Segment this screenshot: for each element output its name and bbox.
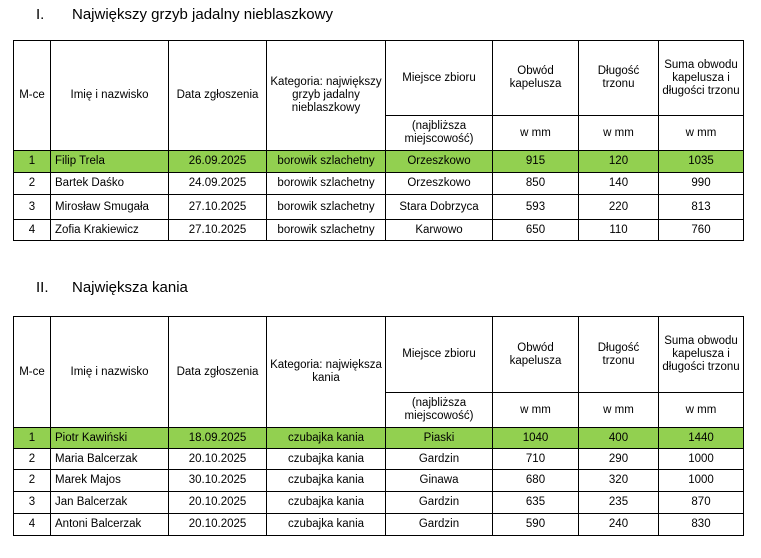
section-1-heading: Największy grzyb jadalny nieblaszkowy — [72, 6, 333, 23]
header-sum: Suma obwodu kapelusza i długości trzonu — [659, 317, 744, 393]
header-name: Imię i nazwisko — [51, 317, 169, 428]
cell-name: Mirosław Smugała — [51, 195, 169, 220]
cell-place: 4 — [14, 220, 51, 241]
cell-stem: 235 — [579, 492, 659, 514]
table-row — [14, 195, 744, 220]
header-place: M-ce — [14, 41, 51, 151]
cell-location: Gardzin — [386, 492, 493, 514]
cell-sum: 990 — [659, 173, 744, 195]
header-stem: Długość trzonu — [579, 41, 659, 116]
cell-category: borowik szlachetny — [267, 151, 386, 173]
cell-location: Piaski — [386, 428, 493, 449]
cell-date: 20.10.2025 — [169, 492, 267, 514]
cell-stem: 400 — [579, 428, 659, 449]
cell-place: 3 — [14, 492, 51, 514]
cell-category: czubajka kania — [267, 492, 386, 514]
cell-cap: 1040 — [493, 428, 579, 449]
header-cap: Obwód kapelusza — [493, 41, 579, 116]
header-sum-unit: w mm — [659, 393, 744, 428]
cell-category: czubajka kania — [267, 449, 386, 470]
header-sum: Suma obwodu kapelusza i długości trzonu — [659, 41, 744, 116]
cell-category: czubajka kania — [267, 470, 386, 492]
cell-sum: 1000 — [659, 449, 744, 470]
header-category: Kategoria: największy grzyb jadalny nieblaszkowy — [267, 41, 386, 151]
header-cap: Obwód kapelusza — [493, 317, 579, 393]
cell-place: 2 — [14, 173, 51, 195]
cell-date: 20.10.2025 — [169, 514, 267, 536]
header-sum-unit: w mm — [659, 116, 744, 151]
cell-stem: 220 — [579, 195, 659, 220]
header-category: Kategoria: największa kania — [267, 317, 386, 428]
header-location: Miejsce zbioru — [386, 317, 493, 393]
cell-date: 18.09.2025 — [169, 428, 267, 449]
header-date: Data zgłoszenia — [169, 41, 267, 151]
cell-category: czubajka kania — [267, 514, 386, 536]
table-row — [14, 470, 744, 492]
cell-stem: 290 — [579, 449, 659, 470]
cell-location: Stara Dobrzyca — [386, 195, 493, 220]
results-table-1 — [13, 40, 744, 241]
cell-name: Antoni Balcerzak — [51, 514, 169, 536]
cell-category: czubajka kania — [267, 428, 386, 449]
cell-date: 27.10.2025 — [169, 195, 267, 220]
cell-stem: 140 — [579, 173, 659, 195]
cell-name: Maria Balcerzak — [51, 449, 169, 470]
cell-sum: 1000 — [659, 470, 744, 492]
cell-name: Filip Trela — [51, 151, 169, 173]
table-header-row — [14, 41, 744, 116]
cell-cap: 590 — [493, 514, 579, 536]
cell-date: 20.10.2025 — [169, 449, 267, 470]
cell-category: borowik szlachetny — [267, 195, 386, 220]
cell-place: 1 — [14, 428, 51, 449]
table-row — [14, 151, 744, 173]
cell-sum: 870 — [659, 492, 744, 514]
cell-location: Karwowo — [386, 220, 493, 241]
cell-cap: 635 — [493, 492, 579, 514]
table-header-row — [14, 317, 744, 393]
header-name: Imię i nazwisko — [51, 41, 169, 151]
cell-sum: 830 — [659, 514, 744, 536]
cell-location: Ginawa — [386, 470, 493, 492]
cell-stem: 240 — [579, 514, 659, 536]
cell-location: Gardzin — [386, 514, 493, 536]
cell-name: Jan Balcerzak — [51, 492, 169, 514]
cell-stem: 320 — [579, 470, 659, 492]
cell-location: Gardzin — [386, 449, 493, 470]
cell-sum: 813 — [659, 195, 744, 220]
results-table-2 — [13, 316, 744, 536]
cell-name: Marek Majos — [51, 470, 169, 492]
cell-cap: 850 — [493, 173, 579, 195]
header-cap-unit: w mm — [493, 393, 579, 428]
cell-name: Bartek Daśko — [51, 173, 169, 195]
header-location: Miejsce zbioru — [386, 41, 493, 116]
section-1-title — [36, 6, 333, 23]
cell-cap: 593 — [493, 195, 579, 220]
cell-cap: 710 — [493, 449, 579, 470]
header-stem: Długość trzonu — [579, 317, 659, 393]
cell-place: 1 — [14, 151, 51, 173]
section-2-heading: Największa kania — [72, 279, 188, 296]
header-date: Data zgłoszenia — [169, 317, 267, 428]
table-row — [14, 428, 744, 449]
cell-category: borowik szlachetny — [267, 173, 386, 195]
cell-name: Piotr Kawiński — [51, 428, 169, 449]
table-row — [14, 492, 744, 514]
cell-date: 27.10.2025 — [169, 220, 267, 241]
cell-stem: 120 — [579, 151, 659, 173]
cell-cap: 650 — [493, 220, 579, 241]
section-1-number: I. — [36, 6, 45, 23]
cell-sum: 760 — [659, 220, 744, 241]
cell-date: 26.09.2025 — [169, 151, 267, 173]
header-place: M-ce — [14, 317, 51, 428]
table-row — [14, 449, 744, 470]
cell-category: borowik szlachetny — [267, 220, 386, 241]
cell-location: Orzeszkowo — [386, 173, 493, 195]
section-2-title — [36, 279, 188, 296]
cell-sum: 1035 — [659, 151, 744, 173]
header-stem-unit: w mm — [579, 393, 659, 428]
header-cap-unit: w mm — [493, 116, 579, 151]
table-row — [14, 514, 744, 536]
cell-place: 2 — [14, 470, 51, 492]
cell-cap: 680 — [493, 470, 579, 492]
cell-date: 24.09.2025 — [169, 173, 267, 195]
cell-location: Orzeszkowo — [386, 151, 493, 173]
table-row — [14, 173, 744, 195]
table-row — [14, 220, 744, 241]
header-stem-unit: w mm — [579, 116, 659, 151]
cell-place: 4 — [14, 514, 51, 536]
cell-place: 2 — [14, 449, 51, 470]
cell-date: 30.10.2025 — [169, 470, 267, 492]
header-location-sub: (najbliższa miejscowość) — [386, 393, 493, 428]
cell-place: 3 — [14, 195, 51, 220]
cell-cap: 915 — [493, 151, 579, 173]
cell-stem: 110 — [579, 220, 659, 241]
cell-sum: 1440 — [659, 428, 744, 449]
header-location-sub: (najbliższa miejscowość) — [386, 116, 493, 151]
cell-name: Zofia Krakiewicz — [51, 220, 169, 241]
section-2-number: II. — [36, 279, 49, 296]
